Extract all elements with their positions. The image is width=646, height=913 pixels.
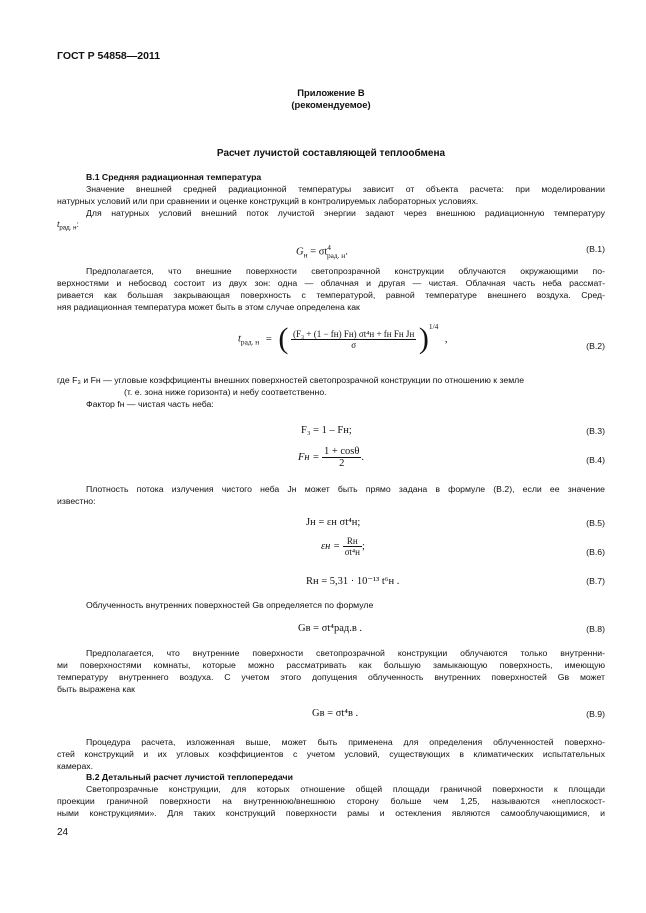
paragraph-line: стей конструкций и их угловых коэффициентов с учетом условий, существующих в климатических испытательных <box>57 749 605 759</box>
factor-line: Фактор fн — чистая часть неба: <box>86 399 214 409</box>
paragraph-line: проекции граничной поверхности на внутреннюю/внешнюю сторону больше чем 1,25, называются «неплоскост- <box>57 796 605 806</box>
equation-number: (В.3) <box>586 426 605 436</box>
equation-b6: εн = $\frac{Rн}{\text{σt⁴н}}$ ; <box>321 536 365 557</box>
paragraph-line: Плотность потока излучения чистого неба Jн может быть прямо задана в формуле (В.2), если ее значение <box>86 484 605 494</box>
where-clause: (т. е. зона ниже горизонта) и небу соответственно. <box>124 387 327 397</box>
paragraph-line: камерах. <box>57 761 94 771</box>
paragraph-line: Облученность внутренних поверхностей Gв определяется по формуле <box>86 600 374 610</box>
appendix-title: Приложение В <box>297 87 365 98</box>
paragraph-line: няя радиационная температура может быть в этом случае определена как <box>57 302 360 312</box>
equation-number: (В.9) <box>586 709 605 719</box>
equation-b8: Gв = σt⁴рад.в . <box>298 623 363 634</box>
section-heading-b1: В.1 Средняя радиационная температура <box>86 172 262 182</box>
equation-number: (В.7) <box>586 576 605 586</box>
equation-number: (В.8) <box>586 624 605 634</box>
equation-b1: $G_н = \sigma t^4_{рад. н}$. <box>296 243 348 260</box>
paragraph-line: Процедура расчета, изложенная выше, может быть применена для определения облученностей поверхно- <box>86 737 605 747</box>
paragraph-line: натурных условий или при сравнении и оценке конструкций в контролируемых лабораторных условиях. <box>57 196 479 206</box>
equation-b2: $t_{рад. н}$ = ( $\frac{\text{(F₃ + (1 − fн) Fн) σt⁴н + fн Fн Jн}}{\sigma}$ )$^{1/4}$ , <box>238 322 448 355</box>
main-title: Расчет лучистой составляющей теплообмена <box>216 148 446 159</box>
paragraph-line: ривается как большая закрывающая поверхность с температурой, равной температуре внешнего воздуха. Сред- <box>57 290 605 300</box>
equation-number: (В.2) <box>586 341 605 351</box>
paragraph-line: Светопрозрачные конструкции, для которых отношение общей площади граничной поверхности к площади <box>86 784 605 794</box>
paragraph-line: Предполагается, что внутренние поверхности светопрозрачной конструкции облучаются только внутренни- <box>86 648 605 658</box>
paragraph-line: ми поверхностями комнаты, которые можно рассматривать как большую замыкающую поверхность, имеющую <box>57 660 605 670</box>
section-heading-b2: В.2 Детальный расчет лучистой теплопередачи <box>86 772 293 782</box>
paragraph-line: быть выражена как <box>57 684 135 694</box>
paragraph-line: известно: <box>57 496 96 506</box>
where-clause: где F₃ и Fн — угловые коэффициенты внешних поверхностей светопрозрачной конструкции по отношению к земле <box>57 375 525 385</box>
paragraph-line: ными конструкциями». Для таких конструкций поверхности рамы и остекления являются самооблучающимися, и <box>57 808 605 818</box>
equation-b5: Jн = εн σt⁴н; <box>306 517 361 528</box>
appendix-subtitle: (рекомендуемое) <box>291 99 371 110</box>
equation-number: (В.5) <box>586 518 605 528</box>
equation-b4: Fн = $\frac{1 + \cos\theta}{2}$ . <box>298 446 365 469</box>
equation-number: (В.1) <box>586 244 605 254</box>
equation-b3: F₃ = 1 – Fн; <box>301 425 352 436</box>
paragraph-line: температуру внутреннего воздуха. С учетом этого допущения облученность внутренних поверхностей Gв может <box>57 672 605 682</box>
page-number: 24 <box>57 827 69 838</box>
symbol-t-rad-n: $t_{рад. н}$: <box>57 219 79 232</box>
paragraph-line: Для натурных условий внешний поток лучистой энергии задают через внешнюю радиационную температуру <box>86 208 605 218</box>
equation-number: (В.6) <box>586 547 605 557</box>
equation-b7: Rн = 5,31 · 10⁻¹³ t⁶н . <box>306 576 400 587</box>
paragraph-line: Предполагается, что внешние поверхности светопрозрачной конструкции облучаются окружающими по- <box>86 266 605 276</box>
document-code: ГОСТ Р 54858—2011 <box>57 50 161 62</box>
paragraph-line: верхностями и небосвод состоит из двух зон: одна — облачная и другая — чистая. Облачная часть неба рассмат- <box>57 278 605 288</box>
paragraph-line: Значение внешней средней радиационной температуры зависит от объекта расчета: при моделировании <box>86 184 605 194</box>
equation-number: (В.4) <box>586 455 605 465</box>
equation-b9: Gв = σt⁴в . <box>312 708 359 719</box>
